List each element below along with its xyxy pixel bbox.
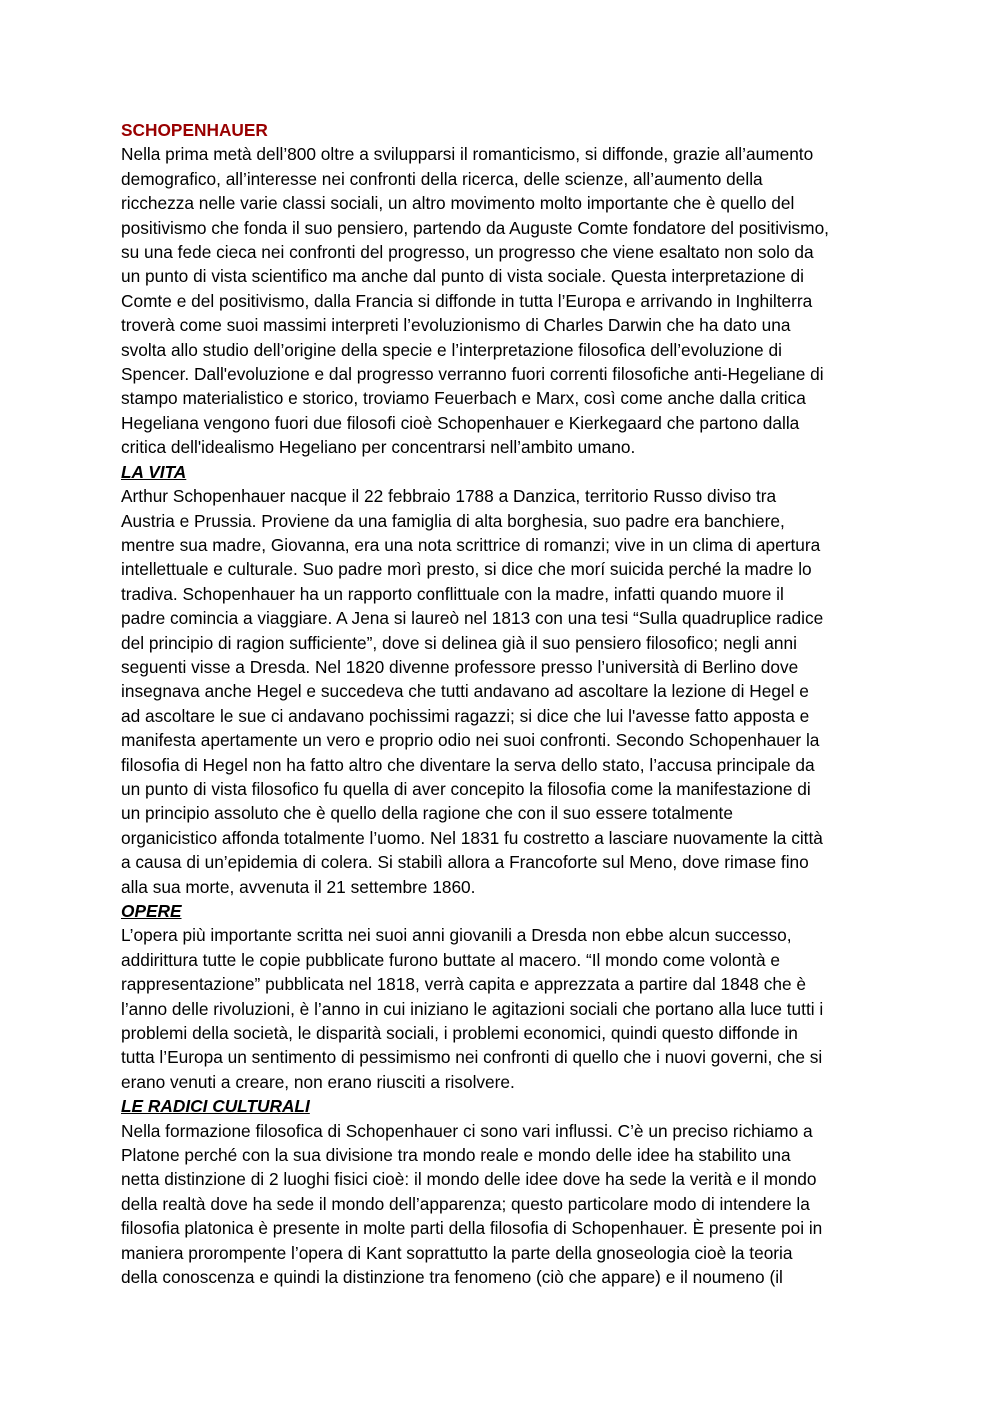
- text-line: problemi della società, le disparità sociali, i problemi economici, quindi questo diffonde in: [121, 1023, 798, 1044]
- text-line: tutta l’Europa un sentimento di pessimismo nei confronti di quello che i nuovi governi, che si: [121, 1047, 823, 1068]
- text-line: netta distinzione di 2 luoghi fisici cioè: il mondo delle idee dove ha sede la verità e il mondo: [121, 1169, 817, 1190]
- text-line: critica dell'idealismo Hegeliano per concentrarsi nell’ambito umano.: [121, 437, 636, 458]
- text-line: della realtà dove ha sede il mondo dell’apparenza; questo particolare modo di intendere la: [121, 1193, 810, 1214]
- text-line: erano venuti a creare, non erano riusciti a risolvere.: [121, 1071, 515, 1092]
- text-line: della conoscenza e quindi la distinzione tra fenomeno (ciò che appare) e il noumeno (il: [121, 1267, 783, 1288]
- text-line: ad ascoltare le sue ci andavano pochissimi ragazzi; si dice che lui l'avesse fatto apposta e: [121, 705, 810, 726]
- text-line: padre comincia a viaggiare. A Jena si laureò nel 1813 con una tesi “Sulla quadruplice radice: [121, 608, 824, 629]
- text-line: Hegeliana vengono fuori due filosofi cioè Schopenhauer e Kierkegaard che partono dalla: [121, 412, 800, 433]
- text-line: a causa di un’epidemia di colera. Si stabilì allora a Francoforte sul Meno, dove rimase fino: [121, 852, 809, 873]
- text-line: tradiva. Schopenhauer ha un rapporto conflittuale con la madre, infatti quando muore il: [121, 583, 784, 604]
- text-line: un punto di vista filosofico fu quella di aver concepito la filosofia come la manifestazione di: [121, 778, 811, 799]
- text-line: ricchezza nelle varie classi sociali, un altro movimento molto importante che è quello del: [121, 193, 795, 214]
- text-line: un principio assoluto che è quello della ragione che con il suo essere totalmente: [121, 803, 733, 824]
- opere-paragraph: [121, 923, 883, 1094]
- text-line: Platone perché con la sua divisione tra mondo reale e mondo delle idee ha stabilito una: [121, 1145, 791, 1166]
- text-line: maniera prorompente l’opera di Kant soprattutto la parte della gnoseologia cioè la teoria: [121, 1242, 793, 1263]
- document-page: [121, 118, 883, 1290]
- la-vita-paragraph: [121, 484, 883, 899]
- text-line: un punto di vista scientifico ma anche dal punto di vista sociale. Questa interpretazione di: [121, 266, 805, 287]
- text-line: filosofia di Hegel non ha fatto altro che diventare la serva dello stato, l’accusa principale da: [121, 754, 815, 775]
- text-line: svolta allo studio dell’origine della specie e l’interpretazione filosofica dell’evoluzione di: [121, 339, 782, 360]
- text-line: manifesta apertamente un vero e proprio odio nei suoi confronti. Secondo Schopenhauer la: [121, 730, 820, 751]
- text-line: positivismo che fonda il suo pensiero, partendo da Auguste Comte fondatore del positivismo,: [121, 217, 829, 238]
- text-line: stampo materialistico e storico, troviamo Feuerbach e Marx, così come anche dalla critica: [121, 388, 806, 409]
- text-line: Nella formazione filosofica di Schopenhauer ci sono vari influssi. C’è un preciso richiamo a: [121, 1120, 813, 1141]
- text-line: Austria e Prussia. Proviene da una famiglia di alta borghesia, suo padre era banchiere,: [121, 510, 785, 531]
- text-line: seguenti visse a Dresda. Nel 1820 divenne professore presso l’università di Berlino dove: [121, 656, 799, 677]
- text-line: Arthur Schopenhauer nacque il 22 febbraio 1788 a Danzica, territorio Russo diviso tra: [121, 486, 777, 507]
- text-line: mentre sua madre, Giovanna, era una nota scrittrice di romanzi; vive in un clima di apertura: [121, 534, 821, 555]
- section-heading-opere: OPERE: [121, 901, 182, 921]
- section-heading-la-vita: LA VITA: [121, 461, 187, 482]
- text-line: del principio di ragion sufficiente”, dove si delinea già il suo pensiero filosofico; negli anni: [121, 632, 797, 653]
- text-line: demografico, all’interesse nei confronti della ricerca, delle scienze, all’aumento della: [121, 168, 763, 189]
- section-heading-radici-culturali: LE RADICI CULTURALI: [121, 1096, 310, 1117]
- text-line: alla sua morte, avvenuta il 21 settembre 1860.: [121, 876, 476, 897]
- text-line: insegnava anche Hegel e succedeva che tutti andavano ad ascoltare la lezione di Hegel e: [121, 681, 809, 702]
- radici-culturali-paragraph: [121, 1119, 883, 1290]
- text-line: Comte e del positivismo, dalla Francia si diffonde in tutta l’Europa e arrivando in Inghilterra: [121, 290, 813, 311]
- document-title: SCHOPENHAUER: [121, 120, 268, 140]
- text-line: rappresentazione” pubblicata nel 1818, verrà capita e apprezzata a partire dal 1848 che è: [121, 974, 806, 995]
- text-line: filosofia platonica è presente in molte parti della filosofia di Schopenhauer. È presente poi in: [121, 1218, 823, 1239]
- text-line: organicistico affonda totalmente l’uomo. Nel 1831 fu costretto a lasciare nuovamente la città: [121, 827, 823, 848]
- text-line: L’opera più importante scritta nei suoi anni giovanili a Dresda non ebbe alcun successo,: [121, 925, 792, 946]
- text-line: Spencer. Dall'evoluzione e dal progresso verranno fuori correnti filosofiche anti-Hegeliane di: [121, 364, 824, 385]
- text-line: su una fede cieca nei confronti del progresso, un progresso che viene esaltato non solo da: [121, 242, 814, 263]
- text-line: troverà come suoi massimi interpreti l’evoluzionismo di Charles Darwin che ha dato una: [121, 315, 791, 336]
- text-line: intellettuale e culturale. Suo padre morì presto, si dice che morí suicida perché la madre lo: [121, 559, 812, 580]
- text-line: Nella prima metà dell’800 oltre a svilupparsi il romanticismo, si diffonde, grazie all’aumento: [121, 144, 814, 165]
- text-line: addirittura tutte le copie pubblicate furono buttate al macero. “Il mondo come volontà e: [121, 949, 780, 970]
- text-line: l’anno delle rivoluzioni, è l’anno in cui iniziano le agitazioni sociali che portano alla luce tutti i: [121, 998, 824, 1019]
- intro-paragraph: [121, 142, 883, 459]
